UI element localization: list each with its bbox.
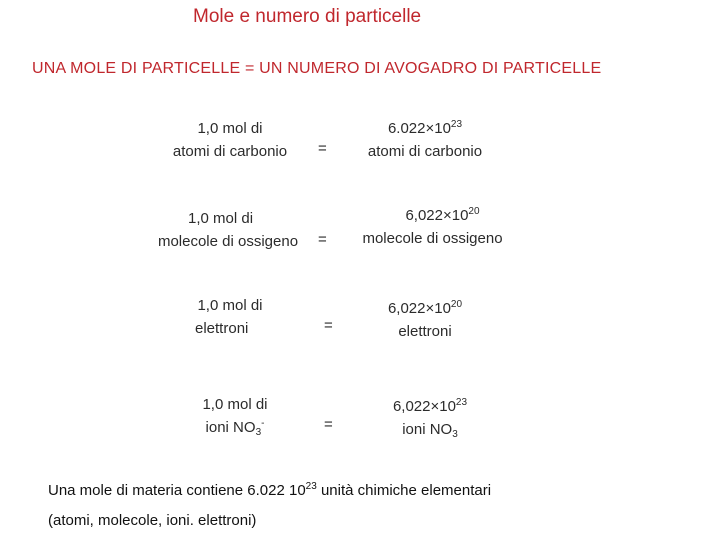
footer-text-suffix: unità chimiche elementari [316, 482, 492, 499]
footer-line-1 [48, 482, 491, 499]
row-4-right-ion: ioni NO [402, 421, 453, 438]
row-2-mantissa: 6,022×10 [405, 207, 469, 224]
row-4-mantissa: 6,022×10 [392, 398, 456, 415]
row-1-left-line2: atomi di carbonio [172, 143, 288, 160]
row-4-equals: = [324, 416, 333, 433]
row-3-mantissa: 6,022×10 [387, 300, 451, 317]
row-2-right-line2: molecole di ossigeno [362, 230, 503, 247]
row-2-right [345, 204, 520, 250]
row-1-right [345, 117, 505, 163]
row-4-exponent: 23 [455, 397, 468, 408]
row-3-left [160, 294, 300, 340]
footer-text-prefix: Una mole di materia contiene 6.022 10 [48, 482, 306, 499]
row-2-left-line1: 1,0 mol di [188, 210, 254, 227]
row-3-left-line2: elettroni [195, 320, 249, 337]
row-1-right-line2: atomi di carbonio [367, 143, 483, 160]
row-4-left-ion: ioni NO [205, 419, 256, 436]
row-4-left-ion-charge: - [261, 418, 265, 429]
row-4-right-ion-sub: 3 [452, 429, 458, 440]
footer-exponent: 23 [305, 481, 317, 492]
page-title: Mole e numero di particelle [193, 6, 422, 27]
row-3-left-line1: 1,0 mol di [197, 297, 263, 314]
row-3-right [355, 297, 495, 343]
row-1-equals: = [318, 140, 327, 157]
row-3-right-line2: elettroni [398, 323, 452, 340]
row-3-equals: = [324, 317, 333, 334]
row-2-equals: = [318, 231, 327, 248]
row-1-mantissa: 6.022×10 [387, 120, 451, 137]
row-2-left-line2: molecole di ossigeno [157, 233, 299, 250]
row-1-left-line1: 1,0 mol di [197, 120, 263, 137]
row-4-left-ion-sub: 3 [255, 427, 262, 438]
row-1-left [150, 117, 310, 163]
row-2-right-line1 [345, 204, 520, 227]
row-1-exponent: 23 [450, 119, 463, 130]
row-4-right-line2 [360, 418, 500, 441]
footer-line-2: (atomi, molecole, ioni. elettroni) [48, 512, 257, 529]
page-subtitle: UNA MOLE DI PARTICELLE = UN NUMERO DI AVOGADRO DI PARTICELLE [32, 60, 602, 77]
row-4-left-line2 [165, 416, 305, 439]
row-2-exponent: 20 [468, 206, 480, 217]
row-4-left-line1: 1,0 mol di [202, 396, 268, 413]
row-3-right-line1 [355, 297, 495, 320]
row-4-left [165, 393, 305, 439]
row-2-left [138, 207, 318, 253]
row-3-exponent: 20 [450, 299, 463, 310]
row-4-right [360, 395, 500, 441]
row-4-right-line1 [360, 395, 500, 418]
row-1-right-line1 [345, 117, 505, 140]
